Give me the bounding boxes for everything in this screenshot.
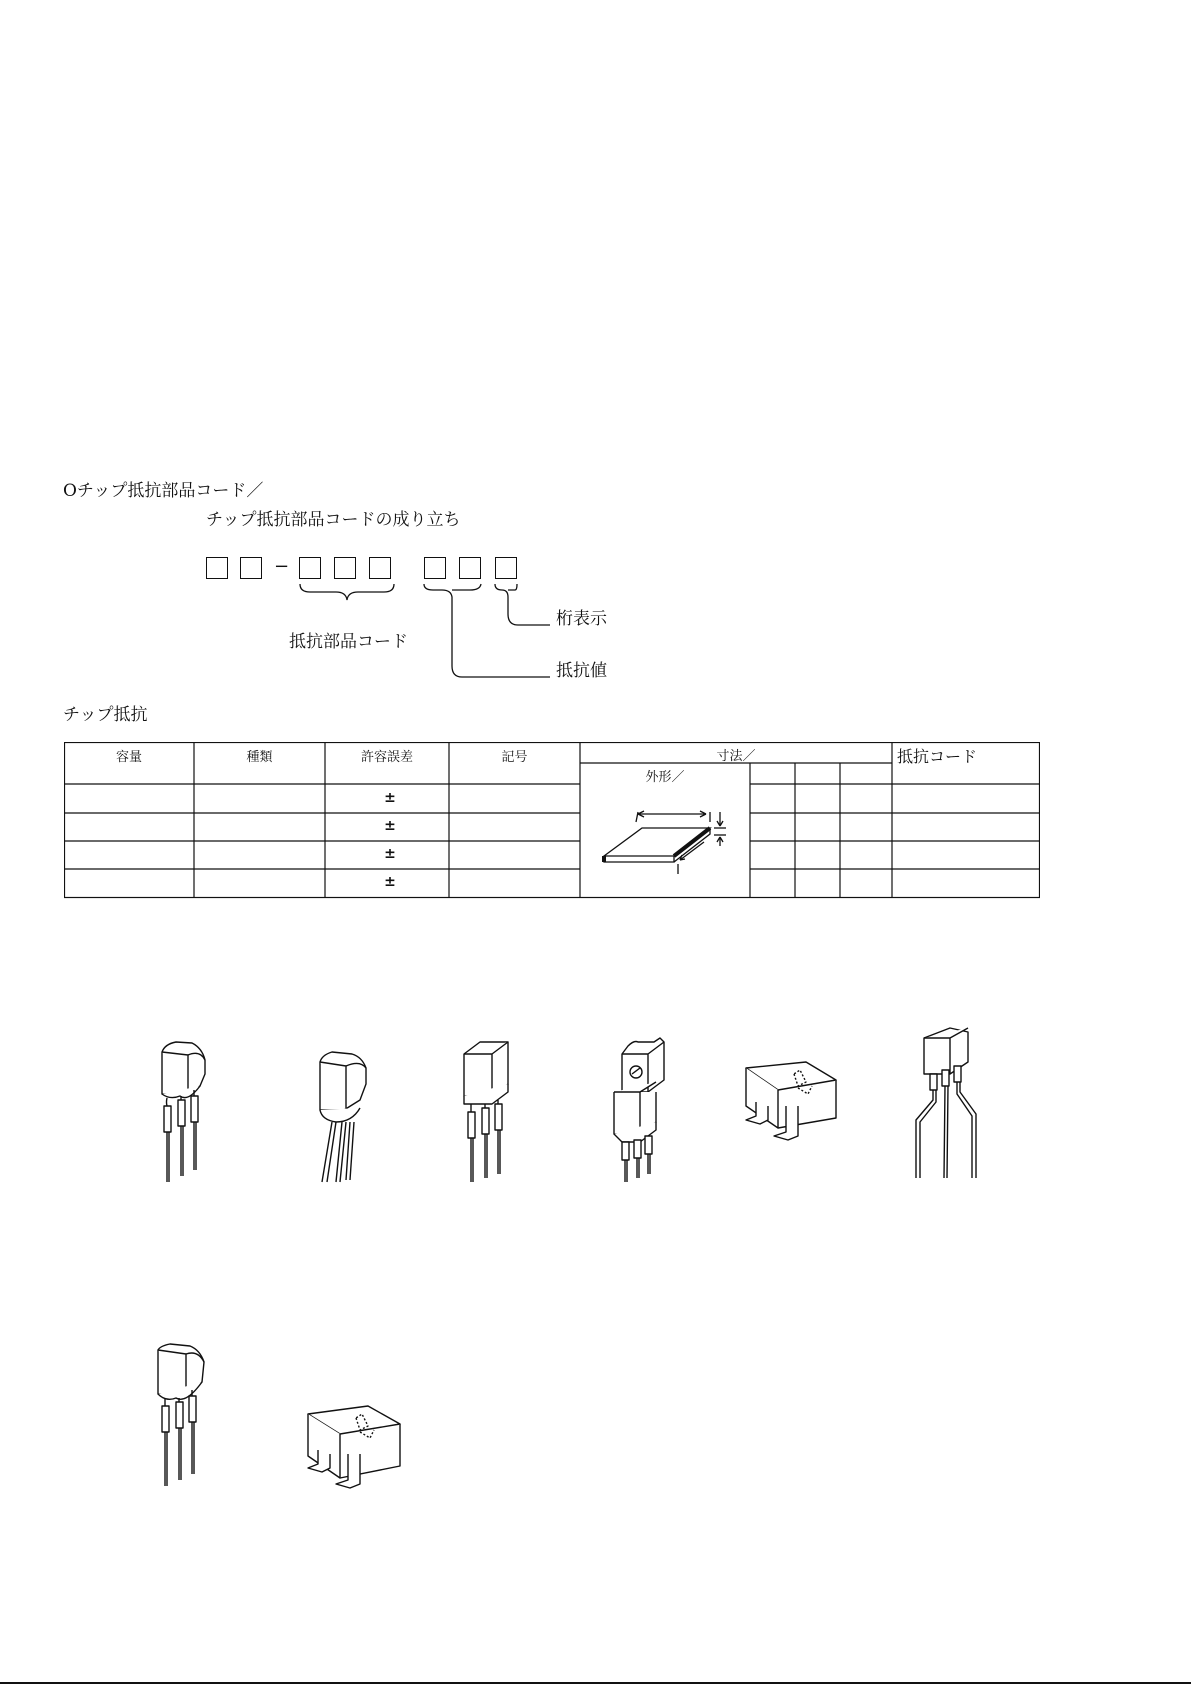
header-dimensions: 寸法／ <box>716 749 756 764</box>
code-brackets <box>0 0 1191 700</box>
label-resistance-value: 抵抗値 <box>556 661 607 681</box>
chip-resistor-table <box>64 742 1040 897</box>
to92-transistor-flat-icon <box>464 1042 508 1182</box>
component-illustrations <box>0 1010 1191 1510</box>
sot23-smd-package-icon <box>746 1062 836 1140</box>
header-resistor-code: 抵抗コード <box>897 747 978 766</box>
to92-transistor-variant-icon <box>320 1052 366 1182</box>
section-subheading-code-structure: チップ抵抗部品コードの成り立ち <box>206 510 461 530</box>
to92-transistor-icon <box>162 1042 205 1182</box>
label-digit-display: 桁表示 <box>556 609 607 629</box>
tolerance-sign: ± <box>384 818 396 834</box>
tolerance-sign: ± <box>384 874 396 890</box>
header-symbol: 記号 <box>501 750 528 765</box>
code-dash: − <box>274 556 290 577</box>
table-grid <box>64 742 1040 899</box>
header-shape: 外形／ <box>645 770 685 785</box>
transistor-bent-leads-icon <box>916 1028 976 1178</box>
tolerance-sign: ± <box>384 790 396 806</box>
label-parts-code: 抵抗部品コード <box>289 632 408 652</box>
section-heading-chip-resistor-code: Oチップ抵抗部品コード／ <box>63 481 264 501</box>
header-type: 種類 <box>246 750 273 765</box>
tolerance-sign: ± <box>384 846 396 862</box>
header-capacity: 容量 <box>115 750 142 765</box>
chip-resistor-shape-icon <box>604 811 726 874</box>
page-bottom-rule <box>0 1682 1191 1684</box>
to92-transistor-small-icon <box>158 1344 204 1486</box>
sot23-smd-package-small-icon <box>308 1406 400 1488</box>
header-tolerance: 許容誤差 <box>360 750 413 765</box>
section-heading-chip-resistor: チップ抵抗 <box>63 705 148 725</box>
to220-package-icon <box>614 1038 664 1182</box>
